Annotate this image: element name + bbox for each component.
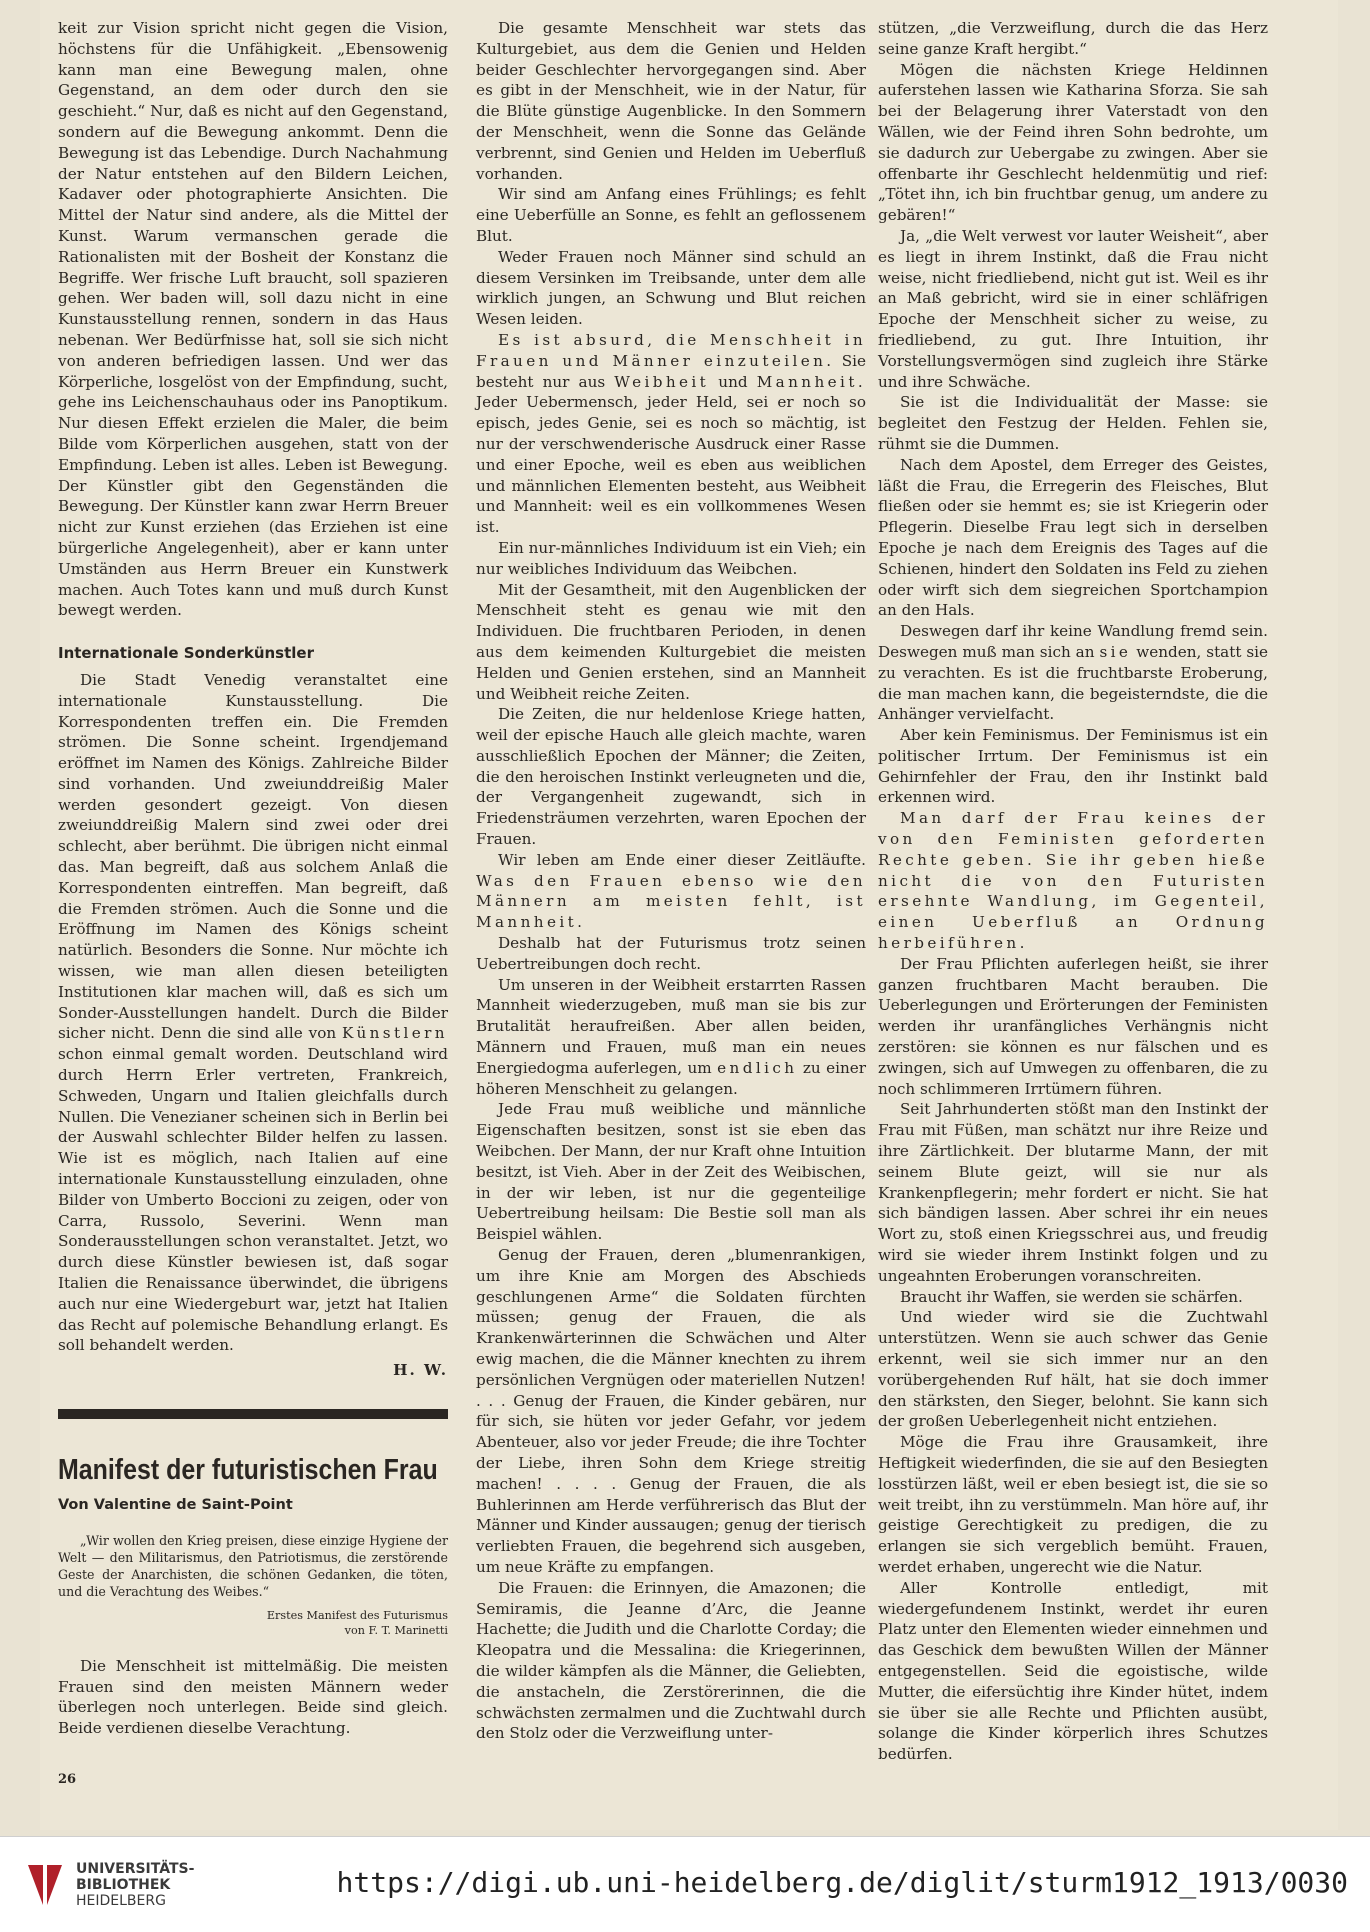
emphasized-text: Mannheit. [756, 372, 867, 391]
paragraph: Ja, „die Welt verwest vor lauter Weisheit“, aber es liegt in ihrem Instinkt, daß die Frau nicht weise, nicht friedliebend, nicht gut ist. Weil es ihr an Maß gebricht, wird sie in einer schläfrigen Epoche der Menschheit sicher zu weise, zu friedliebend, zu gut. Ihre Intuition, ihr Vorstellungsvermögen sind zugleich ihre Stärke und ihre Schwäche. [878, 226, 1268, 391]
paragraph: Aber kein Feminismus. Der Feminismus ist ein politischer Irrtum. Der Feminismus ist ein Gehirnfehler der Frau, den ihr Instinkt bald erkennen wird. [878, 726, 1268, 807]
text-run: Jeder Uebermensch, jeder Held, sei er noch so episch, jedes Genie, sei es noch so mächtig, ist nur der verschwenderische Ausdruck einer Rasse und einer Epoche, weil es eben aus weiblichen und männlichen Elementen besteht, aus Weibheit und Mannheit: weil es ein vollkommenes Wesen ist. [476, 393, 866, 537]
paragraph: Genug der Frauen, deren „blumenrankigen, um ihre Knie am Morgen des Abschieds geschlungenen Arme“ die Soldaten fürchten müssen; genug der Frauen, die als Krankenwärterinnen die Schwächen und Alter ewig machen, die die Männer knechten zu ihrem persönlichen Vergnügen oder materiellen Nutzen! . . . Genug der Frauen, die Kinder gebären, nur für sich, sie hüten vor jeder Gefahr, vor jedem Abenteuer, also vor jeder Freude; die ihre Tochter der Liebe, ihren Sohn dem Kriege streitig machen! . . . . Genug der Frauen, die als Buhlerinnen am Herde verführerisch das Blut der Männer und Kinder aussaugen; genug der tierisch verliebten Frauen, die begehrend sich ausgeben, um neue Kräfte zu empfangen. [476, 1246, 866, 1576]
emphasized-text: sie [1099, 642, 1132, 661]
column-2 [476, 18, 866, 1744]
library-logo-icon [26, 1861, 64, 1909]
divider-rule [58, 1409, 448, 1419]
paragraph: Mögen die nächsten Kriege Heldinnen auferstehen lassen wie Katharina Sforza. Sie sah bei der Belagerung ihrer Vaterstadt von den Wällen, wie der Feind ihren Sohn bedrohte, um sie dadurch zur Uebergabe zu zwingen. Aber sie offenbarte ihr Geschlecht heldenmütig und rief: „Tötet ihn, ich bin fruchtbar genug, um andere zu gebären!“ [878, 60, 1268, 225]
text-run: Um unseren in der Weibheit erstarrten Rassen Mannheit wiederzugeben, muß man sie bis zur Brutalität heraufreißen. Aber allen beiden, Männern und Frauen, muß man ein neues Energiedogma auferlegen, um [476, 975, 866, 1077]
motto-source [58, 1608, 448, 1638]
section-heading: Internationale Sonderkünstler [58, 644, 314, 663]
permalink-url[interactable]: https://digi.ub.uni-heidelberg.de/diglit/sturm1912_1913/0030 [336, 1866, 1348, 1899]
paragraph: Die gesamte Menschheit war stets das Kulturgebiet, aus dem die Genien und Helden beider Geschlechter hervorgegangen sind. Aber es gibt in der Menschheit, wie in der Natur, für die Blüte günstige Augenblicke. In den Sommern der Menschheit, wenn die Sonne das Gelände verbrennt, sind Genien und Helden im Ueberfluß vorhanden. [476, 19, 866, 183]
emphasized-text: Es ist absurd, die Menschheit in Frauen und Männer einzuteilen. [476, 330, 866, 370]
paragraph: Die Menschheit ist mittelmäßig. Die meisten Frauen sind den meisten Männern weder überlegen noch unterlegen. Beide sind gleich. Beide verdienen dieselbe Verachtung. [58, 1656, 448, 1738]
footer-bar [0, 1836, 1370, 1932]
library-logo-text [76, 1861, 194, 1909]
column-1 [58, 18, 448, 1739]
text-run: Die Stadt Venedig veranstaltet eine internationale Kunstausstellung. Die Korrespondenten treffen ein. Die Fremden strömen. Die Sonne scheint. Irgendjemand eröffnet im Namen des Königs. Zahlreiche Bilder sind vorhanden. Und zweiunddreißig Maler werden gesondert gezeigt. Von diesen zweiunddreißig Malern sind zwei oder drei schlecht, aber berühmt. Die übrigen nicht einmal das. Man begreift, daß aus solchem Anlaß die Korrespondenten eintreffen. Man begreift, daß die Fremden strömen. Auch die Sonne und die Eröffnung im Namen des Königs scheint natürlich. Besonders die Sonne. Nur möchte ich wissen, wie man allen diesen beteiligten Institutionen klar machen will, daß es sich um Sonder-Ausstellungen handelt. Durch die Bilder sicher nicht. Denn die sind alle von [58, 670, 448, 1043]
paragraph: Der Frau Pflichten auferlegen heißt, sie ihrer ganzen fruchtbaren Macht berauben. Die Ueberlegungen und Erörterungen der Feministen werden ihr uranfängliches Verhängnis nicht zerstören: sie können es nur fälschen und es zwingen, sich auf Umwegen zu offenbaren, die zu noch schlimmeren Irrtümern führen. [878, 954, 1268, 1098]
emphasized-text: Was den Frauen ebenso wie den Männern am meisten fehlt, ist Mannheit. [476, 871, 866, 932]
paragraph: keit zur Vision spricht nicht gegen die Vision, höchstens für die Unfähigkeit. „Ebensowenig kann man eine Bewegung malen, ohne Gegenstand, an dem oder durch den sie geschieht.“ Nur, daß es nicht auf den Gegenstand, sondern auf die Bewegung ankommt. Denn die Bewegung ist das Lebendige. Durch Nachahmung der Natur entstehen auf den Bildern Leichen, Kadaver oder photographierte Ansichten. Die Mittel der Natur sind andere, als die Mittel der Kunst. Warum vermanschen gerade die Rationalisten mit der Bosheit der Konstanz die Begriffe. Wer frische Luft braucht, soll spazieren gehen. Wer baden will, soll dazu nicht in eine Kunstausstellung rennen, sondern in das Haus nebenan. Wer Bedürfnisse hat, soll sie sich nicht von anderen befriedigen lassen. Und wer das Körperliche, losgelöst von der Empfindung, sucht, gehe ins Leichenschauhaus oder ins Panoptikum. Nur diesen Effekt erzielen die Maler, die beim Bilde vom Körperlichen ausgehen, statt von der Empfindung. Leben ist alles. Leben ist Bewegung. Der Künstler gibt den Gegenständen die Bewegung. Der Künstler kann zwar Herrn Breuer nicht zur Kunst erziehen (das Erziehen ist eine bürgerliche Angelegenheit), aber er kann unter Umständen aus Herrn Breuer ein Kunstwerk machen. Auch Totes kann und muß durch Kunst bewegt werden. [58, 19, 448, 620]
text-run: Sie besteht nur aus [476, 351, 867, 391]
text-run: zu einer höheren Menschheit zu gelangen. [476, 1058, 866, 1098]
emphasized-text: Weibheit [614, 372, 710, 391]
text-run: wenden, statt sie zu verachten. Es ist die fruchtbarste Eroberung, die man machen kann, die begeisterndste, die die Anhänger vervielfacht. [878, 642, 1269, 724]
paragraph: stützen, „die Verzweiflung, durch die das Herz seine ganze Kraft hergibt.“ [878, 19, 1268, 58]
byline: Von Valentine de Saint-Point [58, 1497, 293, 1513]
column-3 [878, 18, 1268, 1765]
logo-line: BIBLIOTHEK [76, 1877, 171, 1893]
paragraph: Jede Frau muß weibliche und männliche Eigenschaften besitzen, sonst ist sie eben das Weibchen. Der Mann, der nur Kraft ohne Intuition besitzt, ist Vieh. Aber in der Zeit des Weibischen, in der wir leben, ist nur die gegenteilige Uebertreibung heilsam: Die Bestie soll man als Beispiel wählen. [476, 1100, 866, 1244]
text-run: Wir leben am Ende einer dieser Zeitläufte. [498, 850, 866, 869]
text-run: und [718, 372, 748, 391]
paragraph: Und wieder wird sie die Zuchtwahl unterstützen. Wenn sie auch schwer das Genie erkennt, weil sie sich immer nur an den vorübergehenden Ruf hält, hat sie doch immer den stärksten, den Sieger, belohnt. Sie kann sich der großen Ueberlegenheit nicht entziehen. [878, 1308, 1268, 1431]
paragraph [476, 975, 866, 1100]
paragraph [58, 670, 448, 1356]
paragraph: Aller Kontrolle entledigt, mit wiedergefundenem Instinkt, werdet ihr euren Platz unter den Elementen wieder einnehmen und das Geschick dem bewußten Willen der Männer entgegenstellen. Seid die egoistische, wilde Mutter, die eifersüchtig ihre Kinder hütet, indem sie über sie alle Rechte und Pflichten ausübt, solange die Kinder körperlich ihres Schutzes bedürfen. [878, 1578, 1268, 1764]
paragraph: Weder Frauen noch Männer sind schuld an diesem Versinken im Treibsande, unter dem alle wirklich jungen, an Schwung und Blut reichen Wesen leiden. [476, 247, 866, 329]
motto-quote: „Wir wollen den Krieg preisen, diese einzige Hygiene der Welt — den Militarismus, den Patriotismus, die zerstörende Geste der Anarchisten, die schönen Gedanken, die töten, und die Verachtung des Weibes.“ [58, 1532, 448, 1599]
paragraph: Die Frauen: die Erinnyen, die Amazonen; die Semiramis, die Jeanne d’Arc, die Jeanne Hachette; die Judith und die Charlotte Corday; die Kleopatra und die Messalina: die Kriegerinnen, die wilder kämpfen als die Männer, die Geliebten, die anstacheln, die Zerstörerinnen, die die schwächsten zermalmen und die Zuchtwahl durch den Stolz oder die Verzweiflung unter- [476, 1578, 866, 1743]
page-number: 26 [58, 1772, 77, 1787]
emphasized-text: endlich [717, 1058, 798, 1077]
paragraph [476, 330, 866, 538]
signature: H. W. [393, 1361, 448, 1380]
paragraph: Wir sind am Anfang eines Frühlings; es fehlt eine Ueberfülle an Sonne, es fehlt an geflossenem Blut. [476, 185, 866, 245]
paragraph: Braucht ihr Waffen, sie werden sie schärfen. [900, 1287, 1243, 1306]
logo-line: UNIVERSITÄTS- [76, 1861, 195, 1877]
paragraph: Die Zeiten, die nur heldenlose Kriege hatten, weil der epische Hauch alle gleich machte, waren ausschließlich Epochen der Männer; die Zeiten, die den heroischen Instinkt verleugneten und die, der Vergangenheit zugewandt, sich in Friedensträumen verzehrten, waren Epochen der Frauen. [476, 705, 866, 849]
paragraph: Nach dem Apostel, dem Erreger des Geistes, läßt die Frau, die Erregerin des Fleisches, Blut fließen oder sie hemmt es; sie ist Kriegerin oder Pflegerin. Dieselbe Frau legt sich in derselben Epoche je nach dem Ereignis des Tages auf die Schienen, hindert den Soldaten ins Feld zu ziehen oder wirft sich dem siegreichen Sportchampion an den Hals. [878, 455, 1268, 620]
motto-source-line: Erstes Manifest des Futurismus [266, 1608, 448, 1622]
text-run: schon einmal gemalt worden. Deutschland wird durch Herrn Erler vertreten, Frankreich, Schweden, Ungarn und Italien gleichfalls durch Nullen. Die Venezianer scheinen sich in Berlin bei der Auswahl schlechter Bilder helfen zu lassen. Wie ist es möglich, nach Italien auf eine internationale Kunstausstellung einzuladen, ohne Bilder von Umberto Boccioni zu zeigen, oder von Carra, Russolo, Severini. Wenn man Sonderausstellungen schon veranstaltet. Jetzt, wo durch diese Künstler bewiesen ist, daß sogar Italien die Renaissance überwindet, die übrigens auch nur eine Wiedergeburt war, jetzt hat Italien das Recht auf polemische Behandlung erlangt. Es soll behandelt werden. [58, 1045, 448, 1355]
paragraph: Mit der Gesamtheit, mit den Augenblicken der Menschheit steht es genau wie mit den Individuen. Die fruchtbaren Perioden, in denen aus dem keimenden Kulturgebiet die meisten Helden und Genien erstehen, sind an Mannheit und Weibheit reiche Zeiten. [476, 580, 866, 703]
emphasized-text: Künstlern [342, 1024, 448, 1043]
paragraph [878, 621, 1268, 725]
paragraph: Möge die Frau ihre Grausamkeit, ihre Heftigkeit wiederfinden, die sie auf den Besiegten losstürzen läßt, weil er eben besiegt ist, die sie so weit treibt, ihn zu verstümmeln. Man höre auf, ihr geistige Gerechtigkeit zu predigen, die zu erlangen sie sich vergeblich bemüht. Frauen, werdet erhaben, ungerecht wie die Natur. [878, 1433, 1268, 1576]
motto-source-line: von F. T. Marinetti [344, 1623, 448, 1637]
paragraph: Sie ist die Individualität der Masse: sie begleitet den Festzug der Helden. Fehlen sie, rühmt sie die Dummen. [878, 393, 1268, 453]
paragraph [476, 850, 866, 933]
paragraph: Deshalb hat der Futurismus trotz seinen Uebertreibungen doch recht. [476, 934, 866, 973]
paragraph: Ein nur-männliches Individuum ist ein Vieh; ein nur weibliches Individuum das Weibchen. [476, 538, 866, 578]
paragraph: Seit Jahrhunderten stößt man den Instinkt der Frau mit Füßen, man schätzt nur ihre Reize und ihre Zärtlichkeit. Der blutarme Mann, der mit seinem Blute geizt, will sie nur als Krankenpflegerin; mehr fordert er nicht. Sie hat sich bändigen lassen. Aber schrei ihr ein neues Wort zu, stoß einen Kriegsschrei aus, und freudig wird sie wieder ihrem Instinkt folgen und zu ungeahnten Eroberungen voranschreiten. [878, 1100, 1268, 1285]
article-title: Manifest der futuristischen Frau [58, 1454, 438, 1486]
text-run: Deswegen darf ihr keine Wandlung fremd sein. Deswegen muß man sich an [878, 622, 1268, 661]
paragraph-emphasized: Man darf der Frau keines der von den Feministen geforderten Rechte geben. Sie ihr geben hieße nicht die von den Futuristen ersehnte Wandlung, im Gegenteil, einen Ueberfluß an Ordnung herbeiführen. [878, 809, 1268, 953]
newspaper-page [40, 0, 1338, 1830]
logo-line: HEIDELBERG [76, 1893, 166, 1909]
